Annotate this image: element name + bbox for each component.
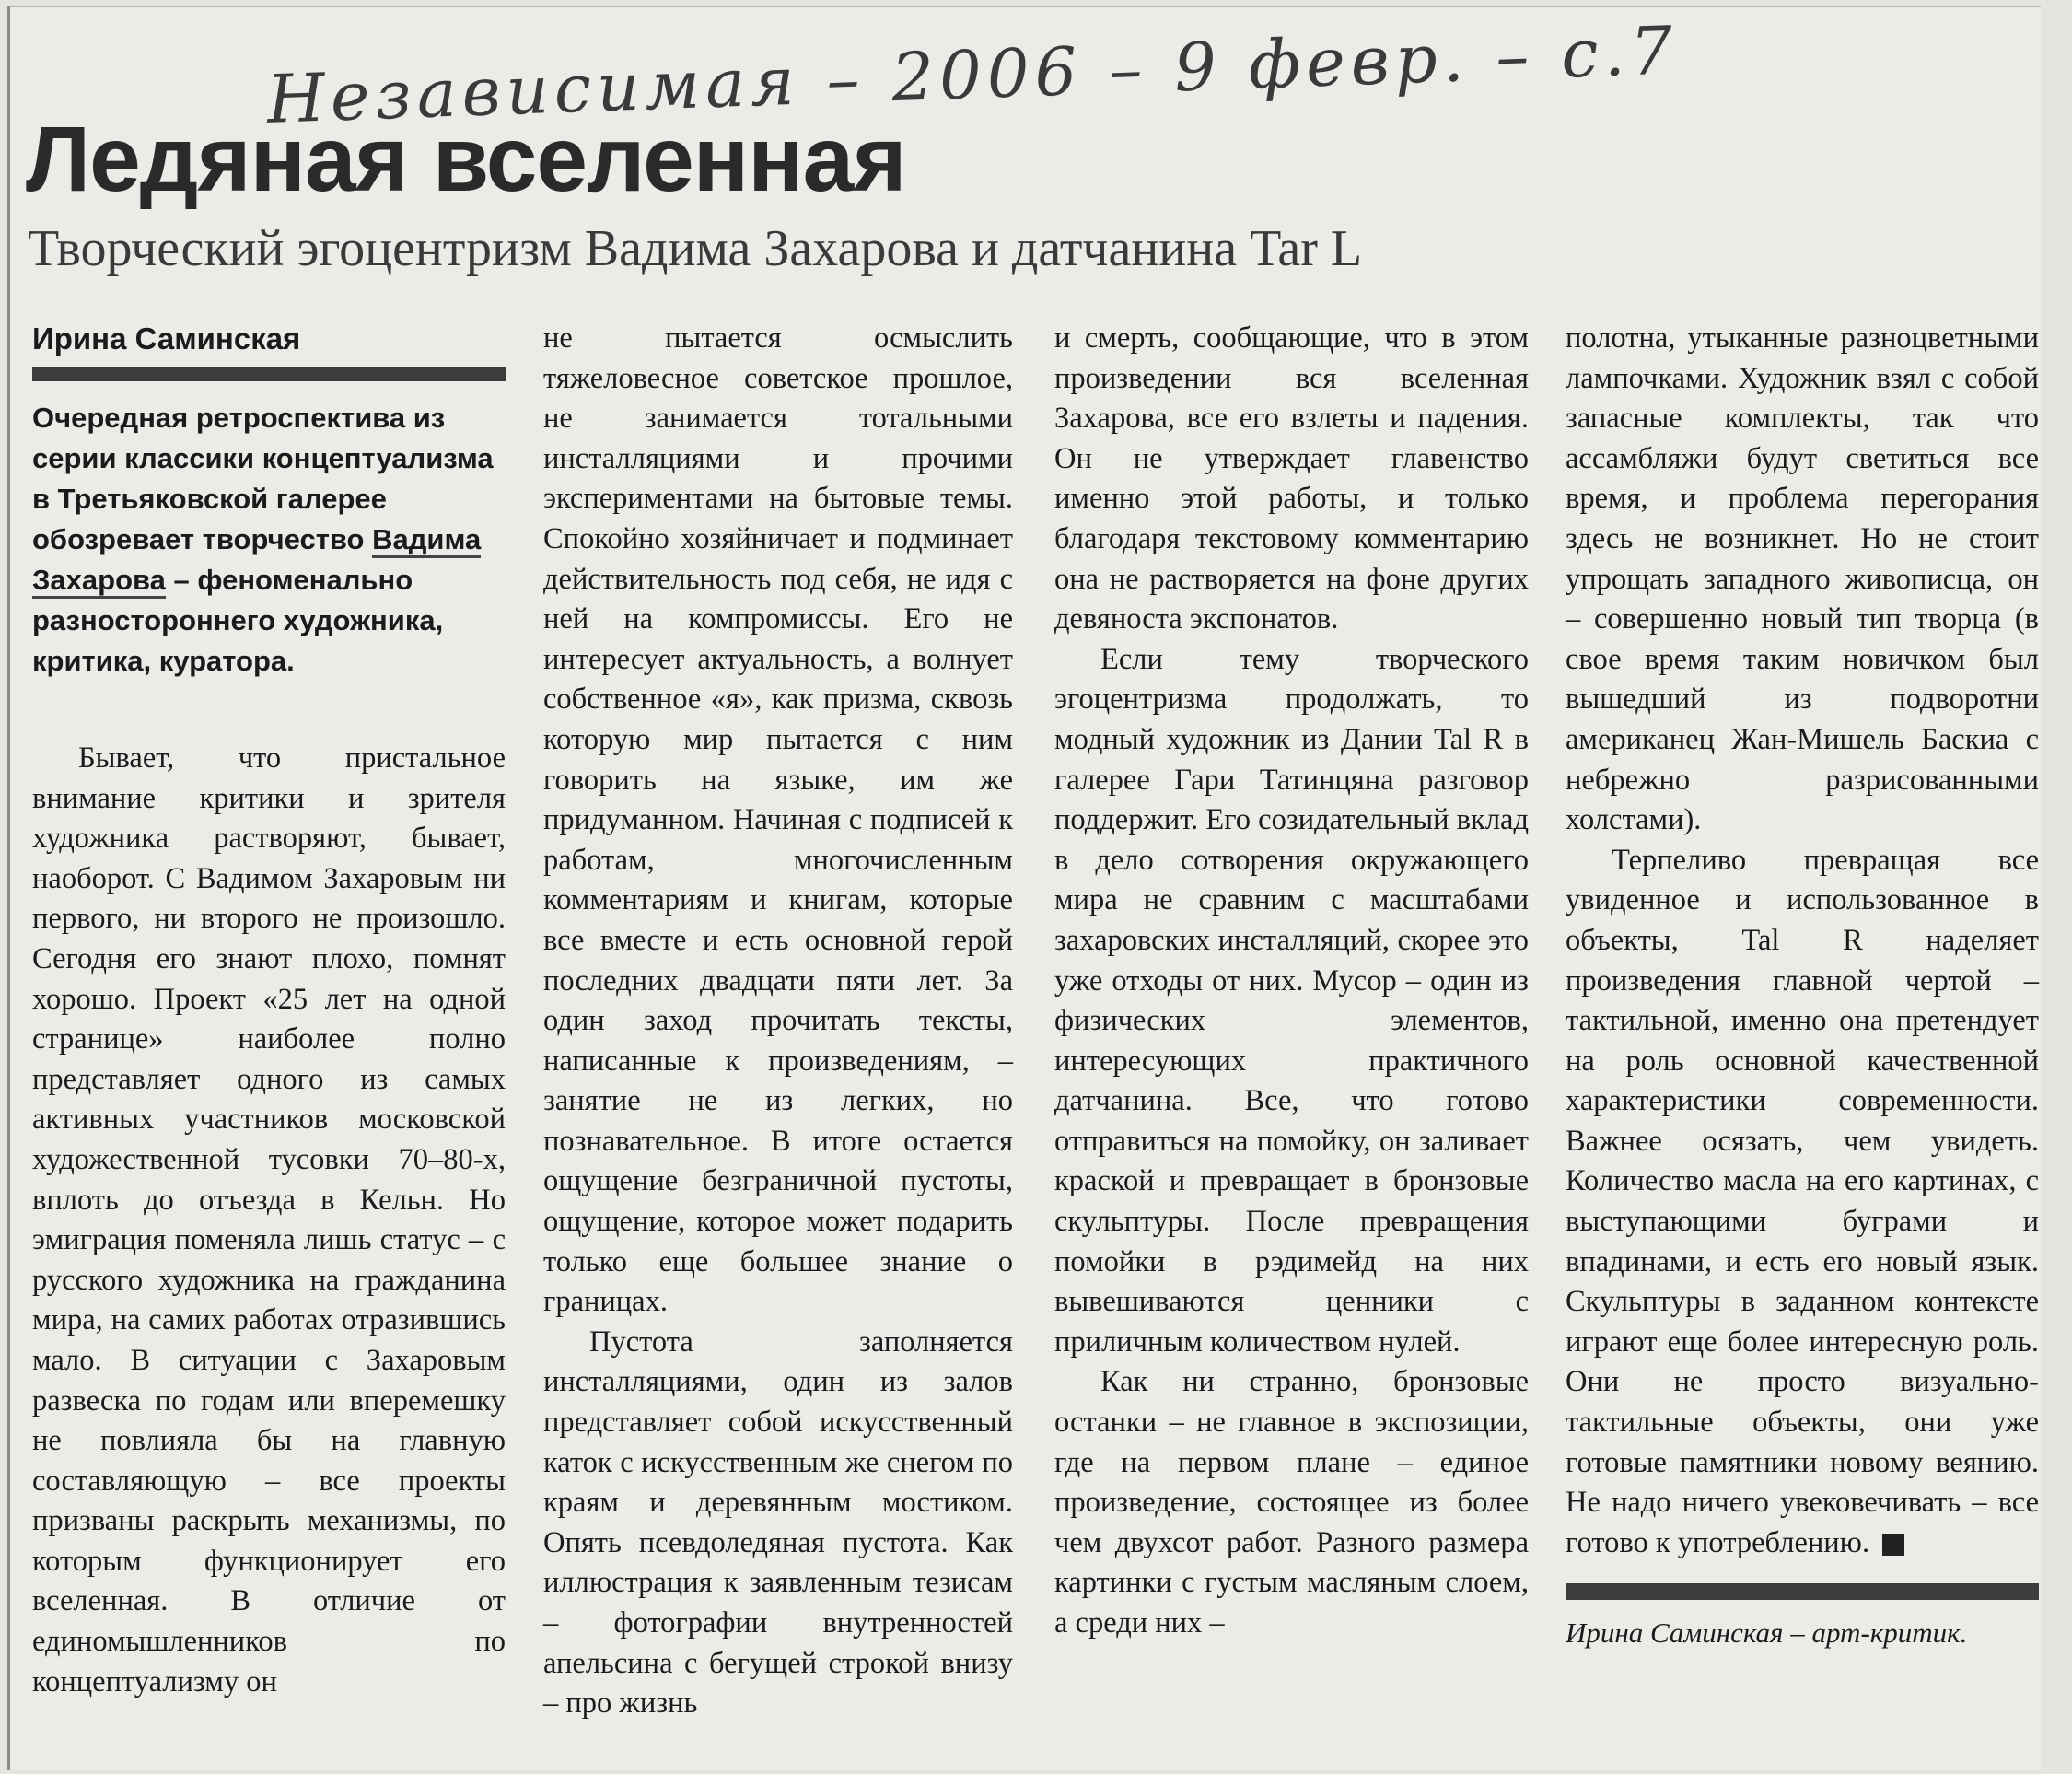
body-paragraph: Как ни странно, бронзовые останки – не главное в экспозиции, где на первом плане – единое произведение, состоящее из более чем двухсот работ. Разного размера картинки с густым масляным слоем, а среди них – (1054, 1365, 1529, 1640)
artist-name: Вадима Захарова (32, 523, 481, 599)
handwritten-note: Независимая – 2006 – 9 февр. – с.7 (265, 11, 1680, 138)
body-paragraph: не пытается осмыслить тяжеловесное советское прошлое, не занимается тотальными инсталляциями и прочими экспериментами на бытовые темы. Спокойно хозяйничает и подминает действительность под себя, не идя с ней на компромиссы. Его не интересует актуальность, а волнует собственное «я», как призма, сквозь которую мир пытается с ним говорить на языке, им же придуманном. Начиная с подписей к работам, многочисленным комментариям и книгам, которые все вместе и есть основной герой последних двадцати пяти лет. За один заход прочитать тексты, написанные к произведениям, – занятие не из легких, но познавательное. В итоге остается ощущение безграничной пустоты, ощущение, которое может подарить только еще большее знание о границах. (543, 321, 1013, 1319)
end-mark-icon (1882, 1534, 1904, 1556)
body-paragraph (1566, 841, 2039, 1564)
body-paragraph: и смерть, сообщающие, что в этом произведении вся вселенная Захарова, все его взлеты и падения. Он не утверждает главенство именно этой работы, и только благодаря текстовому комментарию она не растворяется на фоне других девяноста экспонатов. (1054, 321, 1529, 636)
column-4 (1566, 319, 2039, 1653)
headline: Ледяная вселенная (26, 108, 906, 211)
body-paragraph: Пустота заполняется инсталляциями, один из залов представляет собой искусственный каток с искусственным же снегом по краям и деревянным мостиком. Опять псевдоледяная пустота. Как иллюстрация к заявленным тезисам – фотографии внутренностей апельсина с бегущей строкой внизу – про жизнь (543, 1325, 1013, 1721)
subtitle: Творческий эгоцентризм Вадима Захарова и датчанина Tar L (28, 220, 1363, 277)
body-paragraph: полотна, утыканные разноцветными лампочками. Художник взял с собой запасные комплекты, так что ассамбляжи будут светиться все время, и проблема перегорания здесь не возникнет. Но не стоит упрощать западного живописца, он – совершенно новый тип творца (в свое время таким новичком был вышедший из подворотни американец Жан-Мишель Баскиа с небрежно разрисованными холстами). (1566, 321, 2039, 837)
author-byline: Ирина Саминская – арт-критик. (1566, 1616, 1968, 1650)
column-2 (543, 319, 1013, 1724)
lead-text-end: – феноменально разностороннего художника, критика, куратора. (32, 564, 444, 677)
byline-rule (1566, 1583, 2039, 1600)
lead-text: Очередная ретроспектива из серии классики концептуализма в Третьяковской галерее обозревает творчество (32, 402, 494, 555)
author-rule (32, 367, 506, 381)
body-paragraph: Если тему творческого эгоцентризма продолжать, то модный художник из Дании Tal R в галерее Гари Татинцяна разговор поддержит. Его созидательный вклад в дело сотворения окружающего мира не сравним с масштабами захаровских инсталляций, скорее это уже отходы от них. Мусор – один из физических элементов, интересующих практичного датчанина. Все, что готово отправиться на помойку, он заливает краской и превращает в бронзовые скульптуры. После превращения помойки в рэдимейд на них вывешиваются ценники с приличным количеством нулей. (1054, 642, 1529, 1359)
lead-paragraph (32, 398, 506, 682)
body-paragraph: Бывает, что пристальное внимание критики и зрителя художника растворяют, бывает, наоборот. С Вадимом Захаровым ни первого, ни второго не произошло. Сегодня его знают плохо, помнят хорошо. Проект «25 лет на одной странице» наиболее полно представляет одного из самых активных участников московской художественной тусовки 70–80-х, вплоть до отъезда в Кельн. Но эмиграция поменяла лишь статус – с русского художника на гражданина мира, на самих работах отразившись мало. В ситуации с Захаровым развеска по годам или вперемешку не повлияла бы на главную составляющую – все проекты призваны раскрыть механизмы, по которым функционирует его вселенная. В отличие от единомышленников по концептуализму он (32, 741, 506, 1698)
column-1 (32, 319, 506, 1702)
column-3 (1054, 319, 1529, 1644)
final-paragraph-text: Терпеливо превращая все увиденное и использованное в объекты, Tal R наделяет произведения главной чертой – тактильной, именно она претендует на роль основной качественной характеристики современности. Важнее осязать, чем увидеть. Количество масла на его картинах, с выступающими буграми и впадинами, и есть его новый язык. Скульптуры в заданном контексте играют еще более интересную роль. Они не просто визуально-тактильные объекты, они уже готовые памятники новому веянию. Не надо ничего увековечивать – все готово к употреблению. (1566, 843, 2039, 1559)
author-name: Ирина Саминская (32, 321, 301, 356)
